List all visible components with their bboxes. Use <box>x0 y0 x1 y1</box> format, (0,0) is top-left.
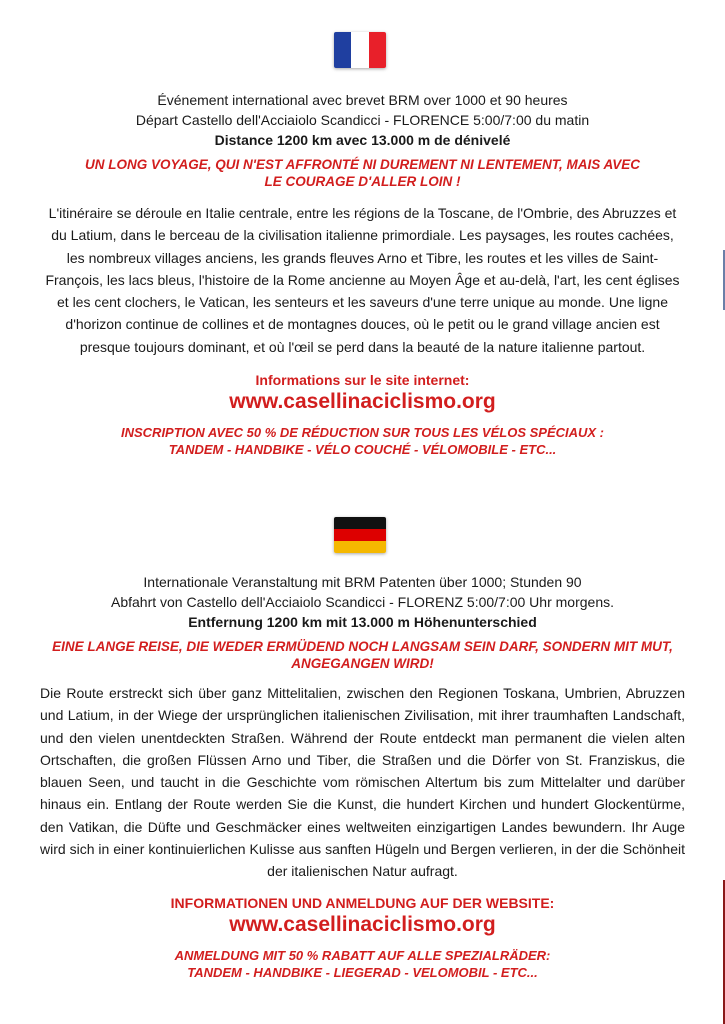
fr-distance: Distance 1200 km avec 13.000 m de dénivelé <box>214 132 511 148</box>
de-info-label: INFORMATIONEN UND ANMELDUNG AUF DER WEBSITE: <box>170 894 555 911</box>
de-promo-line-1: ANMELDUNG MIT 50 % RABATT AUF ALLE SPEZIALRÄDER: <box>174 947 551 963</box>
fr-promo-line-2: TANDEM - HANDBIKE - VÉLO COUCHÉ - VÉLOMOBILE - ETC... <box>168 442 557 458</box>
fr-body: L'itinéraire se déroule en Italie centrale, entre les régions de la Toscane, de l'Ombrie, des Abruzzes et du Latium, dans le berceau de la civilisation italienne primordiale. Les paysages, les routes cachées, les nombreux villages anciens, les grands fleuves Arno et Tibre, les routes et les villes de Saint-François, les lacs bleus, l'histoire de la Rome ancienne au Moyen Âge et au-delà, l'art, les cent églises et les cent clochers, le Vatican, les senteurs et les saveurs d'une terre unique au monde. Une ligne d'horizon continue de collines et de montagnes douces, où le petit ou le grand village ancien est presque toujours dominant, et où l'œil se perd dans la beauté de la nature italienne partout. <box>45 205 680 355</box>
german-section <box>40 572 685 981</box>
de-promo-line-2: TANDEM - HANDBIKE - LIEGERAD - VELOMOBIL - ETC... <box>187 964 538 980</box>
fr-info-label: Informations sur le site internet: <box>255 372 470 389</box>
fr-promo-line-1: INSCRIPTION AVEC 50 % DE RÉDUCTION SUR TOUS LES VÉLOS SPÉCIAUX : <box>121 425 604 441</box>
de-slogan: EINE LANGE REISE, DIE WEDER ERMÜDEND NOCH LANGSAM SEIN DARF, SONDERN MIT MUT, ANGEGANGEN WIRD! <box>52 639 673 671</box>
de-website-link[interactable]: www.casellinaciclismo.org <box>229 912 496 936</box>
french-section <box>40 90 685 458</box>
fr-line-2: Départ Castello dell'Acciaiolo Scandicci - FLORENCE 5:00/7:00 du matin <box>135 112 590 128</box>
de-distance: Entfernung 1200 km mit 13.000 m Höhenunterschied <box>188 614 537 630</box>
de-body: Die Route erstreckt sich über ganz Mittelitalien, zwischen den Regionen Toskana, Umbrien, Abruzzen und Latium, in der Wiege der ursprünglichen italienischen Zivilisation, mit ihrer traumhaften Landschaft, und den vielen unentdeckten Straßen. Während der Route entdeckt man permanent die vielen alten Ortschaften, die großen Flüssen Arno und Tiber, die Straßen und die Dörfer von St. Franziskus, die blauen Seen, und taucht in die Geschichte vom römischen Altertum bis zum Mittelalter und darüber hinaus ein. Entlang der Route werden Sie die Kunst, die hundert Kirchen und hundert Glockentürme, den Vatikan, die Düfte und Geschmäcker eines weltweiten einzigartigen Landes bewundern. Ihr Auge wird sich in einer kontinuierlichen Kulisse aus sanften Hügeln und Bergen verlieren, in der die Schönheit der italienischen Natur aufragt. <box>40 685 685 880</box>
fr-line-1: Événement international avec brevet BRM over 1000 et 90 heures <box>157 92 568 108</box>
germany-flag-icon <box>334 517 386 553</box>
france-flag-icon <box>334 32 386 68</box>
fr-website-link[interactable]: www.casellinaciclismo.org <box>229 390 496 414</box>
fr-slogan: UN LONG VOYAGE, QUI N'EST AFFRONTÉ NI DUREMENT NI LENTEMENT, MAIS AVEC LE COURAGE D'ALLER LOIN ! <box>85 157 640 189</box>
de-line-1: Internationale Veranstaltung mit BRM Patenten über 1000; Stunden 90 <box>143 574 582 590</box>
de-line-2: Abfahrt von Castello dell'Acciaiolo Scandicci - FLORENZ 5:00/7:00 Uhr morgens. <box>110 594 614 610</box>
